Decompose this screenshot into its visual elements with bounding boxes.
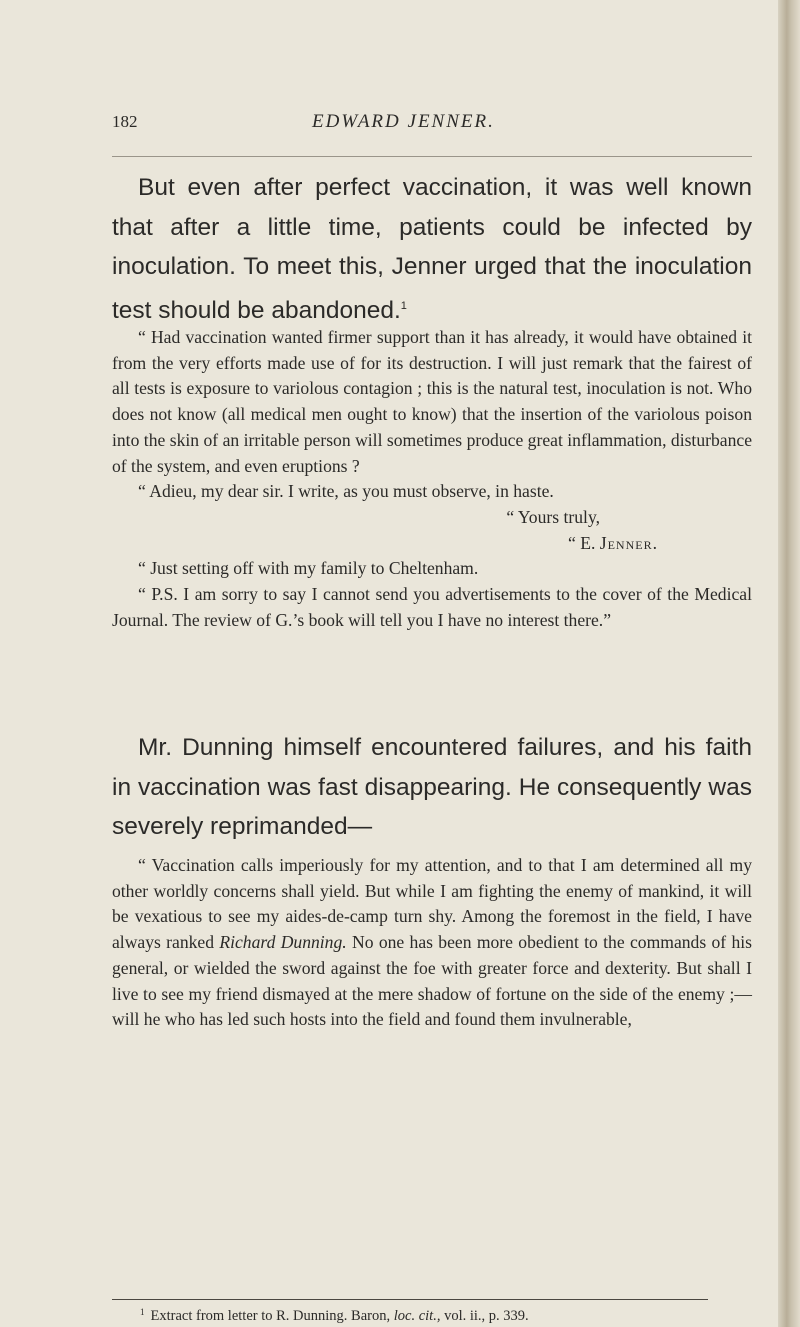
signature-prefix: “ E.: [567, 532, 600, 553]
reprimand-name: Richard Dunning.: [219, 932, 347, 953]
reprimand-part-2: No one has been more obedient to the commands of his general, or wielded the sword against the foe with greater force and dexterity. But shall I live to see my friend dismayed at the mere shadow of fortune on the side of the enemy ;—will he who has led such hosts into the field and found them invulnerable,: [112, 932, 753, 1030]
letter-postscript: “ P.S. I am sorry to say I cannot send you advertisements to the cover of the Medical Journal. The review of G.’s book will tell you I have no interest there.”: [112, 584, 752, 630]
footnote-reference: 1: [400, 299, 407, 312]
reprimand-part-1: “ Vaccination calls imperiously for my attention, and to that I am determined all my other worldly concerns shall yield. But while I am fighting the enemy of mankind, it will be vexatious to see my aides-de-camp turn shy. Among the foremost in the field, I have always ranked: [112, 855, 752, 953]
jenner-letter: [112, 325, 752, 633]
page-number: 182: [112, 112, 138, 131]
footnote-rule: [112, 1299, 708, 1300]
page-edge-shadow: [778, 0, 800, 1327]
reprimand-paragraph: [112, 853, 752, 1033]
footnote-mark: 1: [140, 1307, 145, 1317]
running-head: EDWARD JENNER.: [312, 111, 495, 132]
transition-paragraph: [112, 728, 752, 847]
footnote-text-before: Extract from letter to R. Dunning. Baron,: [150, 1308, 394, 1324]
intro-text: But even after perfect vaccination, it was well known that after a little time, patients could be infected by inoculation. To meet this, Jenner urged that the inoculation test should be abandoned.: [112, 174, 752, 324]
header-rule: [112, 156, 752, 157]
letter-paragraph-1: “ Had vaccination wanted firmer support than it has already, it would have obtained it from the very efforts made use of for its destruction. I will just remark that the fairest of all tests is exposure to variolous contagion ; this is the natural test, inoculation is not. Who does not know (all medical men ought to know) that the insertion of the variolous poison into the skin of an irritable person will sometimes produce great inflammation, disturbance of the system, and even eruptions ?: [112, 327, 752, 476]
footnote: [140, 1302, 740, 1326]
footnote-citation: loc. cit.,: [393, 1308, 441, 1324]
letter-signature: [112, 531, 752, 557]
reprimand-letter: [112, 853, 752, 1033]
letter-paragraph-3: “ Just setting off with my family to Cheltenham.: [138, 558, 479, 579]
transition-text: Mr. Dunning himself encountered failures, and his faith in vaccination was fast disappearing. He consequently was severely reprimanded—: [112, 734, 752, 840]
page-header: [112, 112, 752, 142]
signature-name: Jenner.: [599, 532, 658, 553]
letter-closing: “ Yours truly,: [506, 506, 600, 527]
letter-paragraph-2: “ Adieu, my dear sir. I write, as you must observe, in haste.: [138, 481, 554, 502]
footnote-text-after: vol. ii., p. 339.: [440, 1308, 529, 1324]
intro-paragraph: [112, 168, 752, 330]
